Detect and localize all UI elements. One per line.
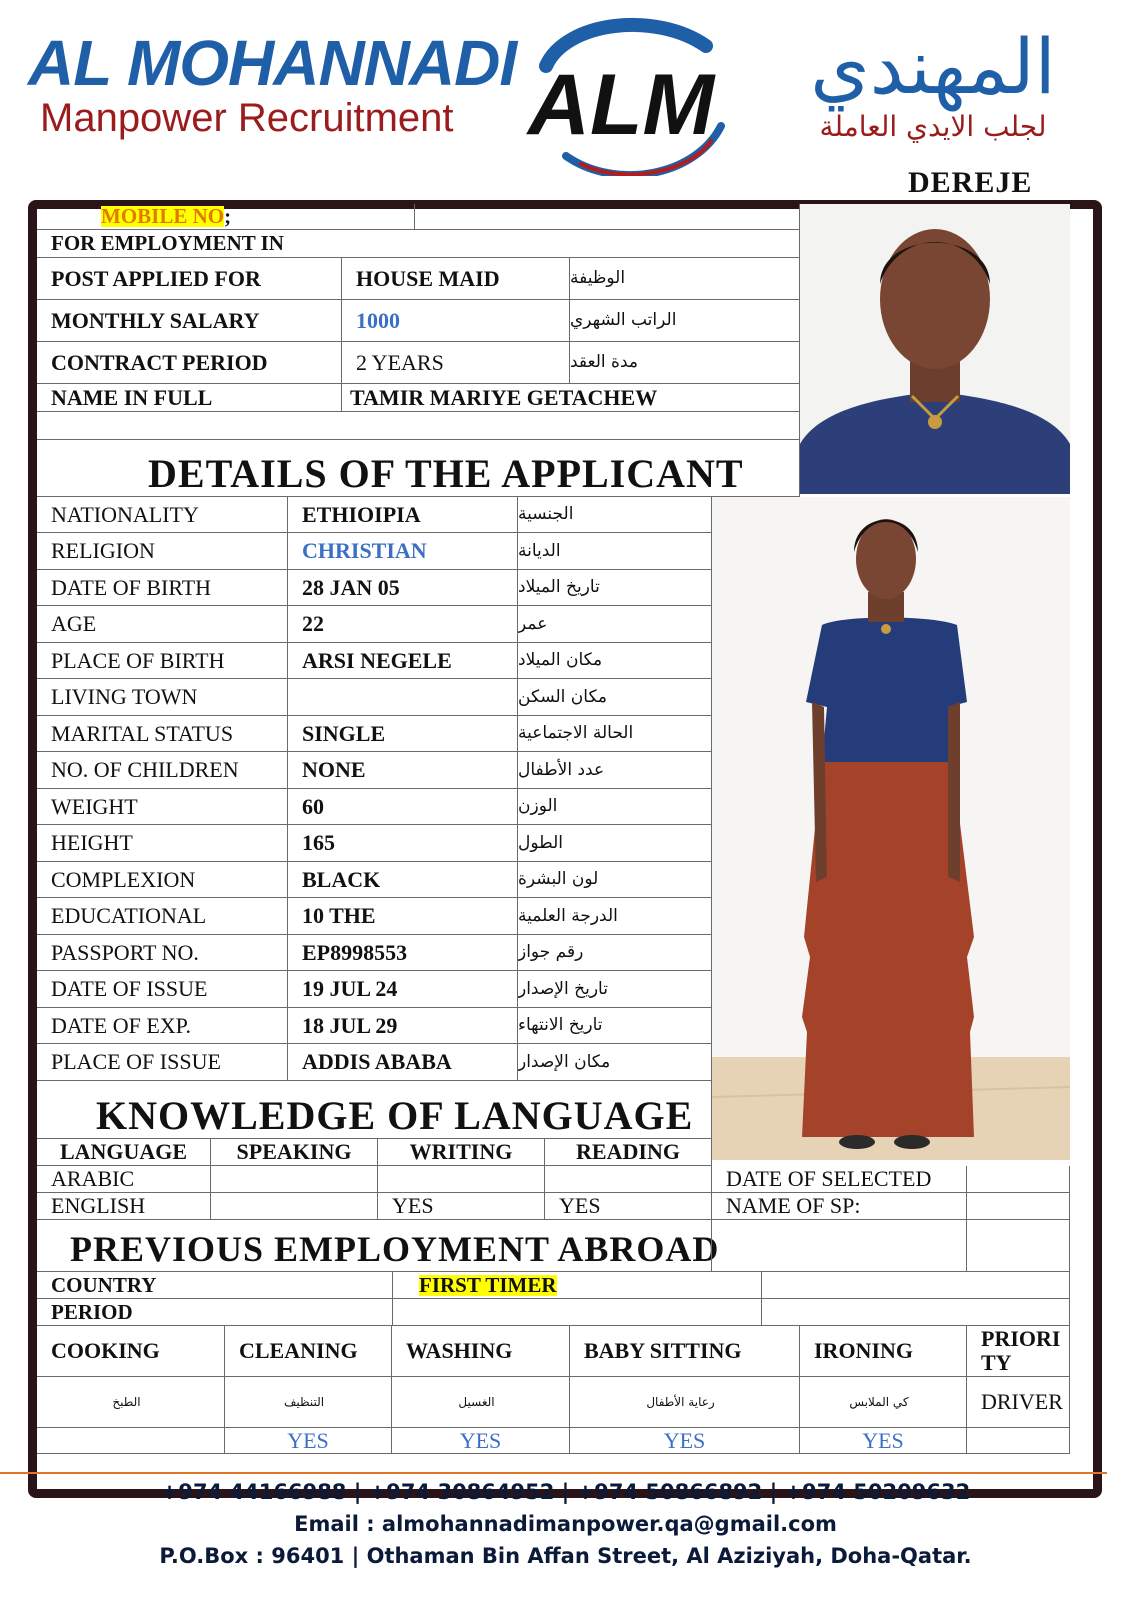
reading-col-header: READING — [545, 1139, 712, 1166]
pob-label-ar: مكان الميلاد — [518, 643, 712, 679]
post-value: HOUSE MAID — [342, 258, 570, 300]
footer-divider — [0, 1472, 1107, 1474]
dob-label: DATE OF BIRTH — [37, 570, 288, 606]
height-value: 165 — [288, 825, 518, 862]
letterhead — [0, 0, 1131, 200]
weight-label: WEIGHT — [37, 789, 288, 825]
priority-header-line1: PRIORI — [981, 1326, 1061, 1351]
contract-label: CONTRACT PERIOD — [37, 342, 342, 384]
marital-value: SINGLE — [288, 716, 518, 752]
country-value-cell — [393, 1272, 762, 1299]
nationality-label-ar: الجنسية — [518, 497, 712, 533]
complexion-label: COMPLEXION — [37, 862, 288, 898]
language-title: KNOWLEDGE OF LANGUAGE — [96, 1093, 694, 1138]
arabic-speaking — [211, 1166, 378, 1193]
name-label: NAME IN FULL — [37, 384, 342, 412]
english-speaking — [211, 1193, 378, 1220]
children-label-ar: عدد الأطفال — [518, 752, 712, 789]
period-value — [393, 1299, 762, 1326]
complexion-label-ar: لون البشرة — [518, 862, 712, 898]
agent-name: DEREJE — [908, 166, 1033, 199]
washing-ar: الغسيل — [392, 1377, 570, 1428]
washing-value: YES — [392, 1428, 570, 1454]
nationality-label: NATIONALITY — [37, 497, 288, 533]
passport-label-ar: رقم جواز — [518, 935, 712, 971]
employment-label: FOR EMPLOYMENT IN — [37, 230, 800, 258]
baby-sitting-value: YES — [570, 1428, 800, 1454]
previous-title-cell — [37, 1220, 712, 1272]
baby-sitting-header: BABY SITTING — [570, 1326, 800, 1377]
arabic-writing — [378, 1166, 545, 1193]
country-label: COUNTRY — [37, 1272, 393, 1299]
marital-label: MARITAL STATUS — [37, 716, 288, 752]
weight-label-ar: الوزن — [518, 789, 712, 825]
priority-value: DRIVER — [967, 1377, 1070, 1428]
english-writing: YES — [378, 1193, 545, 1220]
expiry-date-value: 18 JUL 29 — [288, 1008, 518, 1044]
arabic-reading — [545, 1166, 712, 1193]
company-name-english — [28, 27, 517, 140]
mobile-label-cell: MOBILE NO ; — [37, 204, 415, 230]
language-col-header: LANGUAGE — [37, 1139, 211, 1166]
post-label: POST APPLIED FOR — [37, 258, 342, 300]
company-name-arabic — [748, 24, 1118, 144]
issue-place-value: ADDIS ABABA — [288, 1044, 518, 1081]
washing-header: WASHING — [392, 1326, 570, 1377]
previous-employment-title: PREVIOUS EMPLOYMENT ABROAD — [70, 1229, 720, 1269]
age-label: AGE — [37, 606, 288, 643]
footer-phones: +974 44166988 | +974 30864952 | +974 50866892 | +974 50209632 — [160, 1480, 971, 1504]
expiry-date-label-ar: تاريخ الانتهاء — [518, 1008, 712, 1044]
cleaning-header: CLEANING — [225, 1326, 392, 1377]
age-label-ar: عمر — [518, 606, 712, 643]
salary-value: 1000 — [342, 300, 570, 342]
speaking-col-header: SPEAKING — [211, 1139, 378, 1166]
issue-date-value: 19 JUL 24 — [288, 971, 518, 1008]
issue-place-label: PLACE OF ISSUE — [37, 1044, 288, 1081]
mobile-value — [415, 204, 800, 230]
writing-col-header: WRITING — [378, 1139, 545, 1166]
salary-label: MONTHLY SALARY — [37, 300, 342, 342]
country-extra — [762, 1272, 1070, 1299]
baby-sitting-ar: رعاية الأطفال — [570, 1377, 800, 1428]
footer-email: Email : almohannadimanpower.qa@gmail.com — [294, 1512, 837, 1536]
priority-header-line2: TY — [981, 1350, 1012, 1375]
company-tagline-ar: لجلب الايدي العاملة — [819, 110, 1047, 143]
contract-value: 2 YEARS — [342, 342, 570, 384]
living-town-value — [288, 679, 518, 716]
details-title-cell — [37, 440, 800, 497]
language-title-cell — [37, 1081, 712, 1139]
height-label: HEIGHT — [37, 825, 288, 862]
dob-label-ar: تاريخ الميلاد — [518, 570, 712, 606]
applicant-full-body-photo — [712, 497, 1070, 1160]
sp-name-value — [967, 1193, 1070, 1220]
period-label: PERIOD — [37, 1299, 393, 1326]
company-name: AL MOHANNADI — [28, 27, 517, 99]
cooking-ar: الطبخ — [37, 1377, 225, 1428]
age-value: 22 — [288, 606, 518, 643]
footer-address: P.O.Box : 96401 | Othaman Bin Affan Street, Al Aziziyah, Doha-Qatar. — [159, 1544, 972, 1568]
education-label: EDUCATIONAL — [37, 898, 288, 935]
date-selected-value — [967, 1166, 1070, 1193]
nationality-value: ETHIOIPIA — [288, 497, 518, 533]
children-value: NONE — [288, 752, 518, 789]
passport-value: EP8998553 — [288, 935, 518, 971]
sp-name-label: NAME OF SP: — [712, 1193, 967, 1220]
name-value: TAMIR MARIYE GETACHEW — [342, 384, 800, 412]
cleaning-ar: التنظيف — [225, 1377, 392, 1428]
period-extra — [762, 1299, 1070, 1326]
contract-label-ar: مدة العقد — [570, 342, 800, 384]
priority-extra — [967, 1428, 1070, 1454]
blank-cell-b — [967, 1220, 1070, 1272]
education-label-ar: الدرجة العلمية — [518, 898, 712, 935]
blank-cell-a — [712, 1220, 967, 1272]
pob-value: ARSI NEGELE — [288, 643, 518, 679]
salary-label-ar: الراتب الشهري — [570, 300, 800, 342]
english-language: ENGLISH — [37, 1193, 211, 1220]
company-name-ar: المهندي — [810, 22, 1056, 111]
height-label-ar: الطول — [518, 825, 712, 862]
religion-label-ar: الديانة — [518, 533, 712, 570]
country-value: FIRST TIMER — [419, 1272, 557, 1297]
expiry-date-label: DATE OF EXP. — [37, 1008, 288, 1044]
ironing-header: IRONING — [800, 1326, 967, 1377]
cooking-header: COOKING — [37, 1326, 225, 1377]
ironing-ar: كي الملابس — [800, 1377, 967, 1428]
date-selected-label: DATE OF SELECTED — [712, 1166, 967, 1193]
issue-date-label: DATE OF ISSUE — [37, 971, 288, 1008]
priority-header — [967, 1326, 1070, 1377]
living-town-label-ar: مكان السكن — [518, 679, 712, 716]
issue-date-label-ar: تاريخ الإصدار — [518, 971, 712, 1008]
complexion-value: BLACK — [288, 862, 518, 898]
alm-logo-icon — [506, 16, 736, 176]
applicant-portrait-photo — [800, 204, 1070, 494]
issue-place-label-ar: مكان الإصدار — [518, 1044, 712, 1081]
cleaning-value: YES — [225, 1428, 392, 1454]
arabic-language: ARABIC — [37, 1166, 211, 1193]
contact-footer — [0, 1476, 1131, 1572]
logo-text: ALM — [527, 57, 715, 153]
dob-value: 28 JAN 05 — [288, 570, 518, 606]
cooking-value — [37, 1428, 225, 1454]
children-label: NO. OF CHILDREN — [37, 752, 288, 789]
details-title: DETAILS OF THE APPLICANT — [148, 451, 744, 496]
education-value: 10 THE — [288, 898, 518, 935]
religion-label: RELIGION — [37, 533, 288, 570]
living-town-label: LIVING TOWN — [37, 679, 288, 716]
religion-value: CHRISTIAN — [288, 533, 518, 570]
company-tagline: Manpower Recruitment — [40, 96, 454, 140]
marital-label-ar: الحالة الاجتماعية — [518, 716, 712, 752]
weight-value: 60 — [288, 789, 518, 825]
english-reading: YES — [545, 1193, 712, 1220]
ironing-value: YES — [800, 1428, 967, 1454]
pob-label: PLACE OF BIRTH — [37, 643, 288, 679]
blank-row — [37, 412, 800, 440]
passport-label: PASSPORT NO. — [37, 935, 288, 971]
post-label-ar: الوظيفة — [570, 258, 800, 300]
mobile-label: MOBILE NO — [101, 204, 225, 228]
